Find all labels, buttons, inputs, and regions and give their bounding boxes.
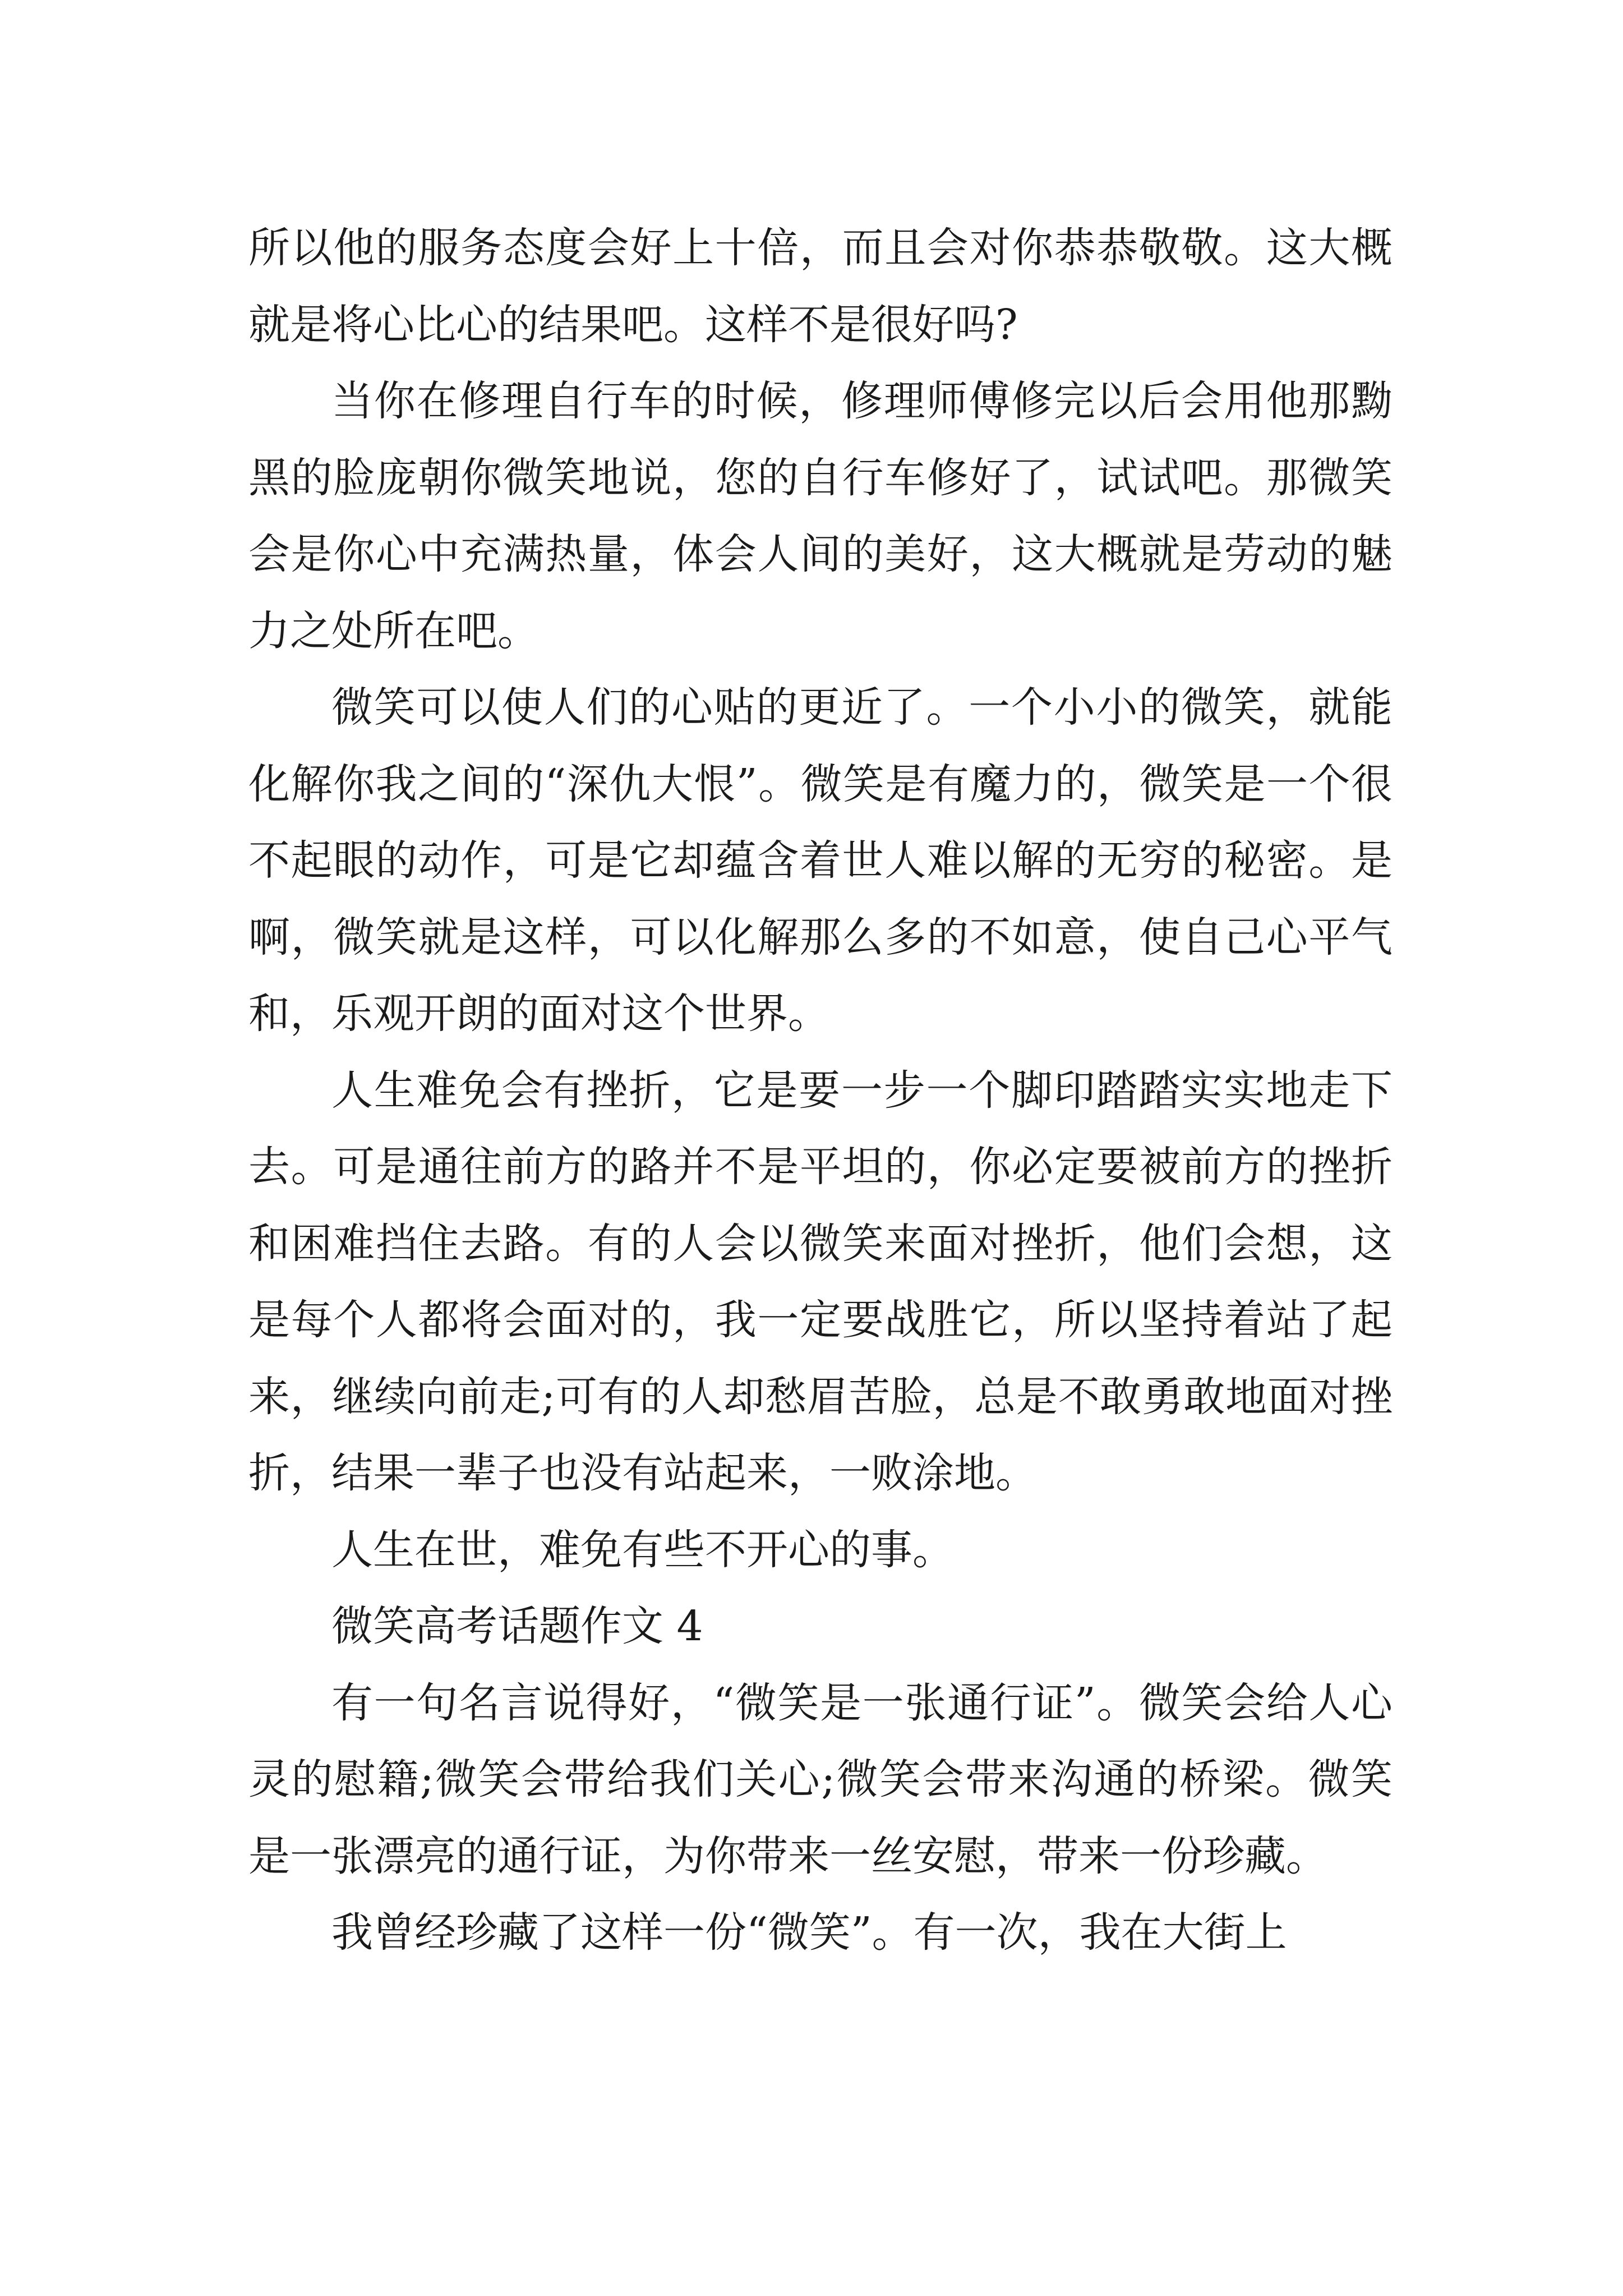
paragraph-4: 人生难免会有挫折，它是要一步一个脚印踏踏实实地走下去。可是通往前方的路并不是平坦的，你必定要被前方的挫折和困难挡住去路。有的人会以微笑来面对挫折，他们会想，这是每个人都将会面对的，我一定要战胜它，所以坚持着站了起来，继续向前走;可有的人却愁眉苦脸，总是不敢勇敢地面对挫折，结果一辈子也没有站起来，一败涂地。	[248, 1066, 1393, 1497]
paragraph-2: 当你在修理自行车的时候，修理师傅修完以后会用他那黝黑的脸庞朝你微笑地说，您的自行车修好了，试试吧。那微笑会是你心中充满热量，体会人间的美好，这大概就是劳动的魅力之处所在吧。	[248, 377, 1393, 655]
paragraph-7: 我曾经珍藏了这样一份“微笑”。有一次，我在大街上	[331, 1908, 1287, 1957]
paragraph-5: 人生在世，难免有些不开心的事。	[331, 1525, 954, 1574]
paragraph-3: 微笑可以使人们的心贴的更近了。一个小小的微笑，就能化解你我之间的“深仇大恨”。微笑是有魔力的，微笑是一个很不起眼的动作，可是它却蕴含着世人难以解的无穷的秘密。是啊，微笑就是这样，可以化解那么多的不如意，使自己心平气和，乐观开朗的面对这个世界。	[248, 683, 1393, 1038]
paragraph-6: 有一句名言说得好，“微笑是一张通行证”。微笑会给人心灵的慰籍;微笑会带给我们关心;微笑会带来沟通的桥梁。微笑是一张漂亮的通行证，为你带来一丝安慰，带来一份珍藏。	[248, 1678, 1393, 1880]
section-heading: 微笑高考话题作文 4	[331, 1602, 703, 1650]
document-body	[248, 210, 1393, 1971]
paragraph-1: 所以他的服务态度会好上十倍，而且会对你恭恭敬敬。这大概就是将心比心的结果吧。这样不是很好吗?	[248, 224, 1393, 349]
